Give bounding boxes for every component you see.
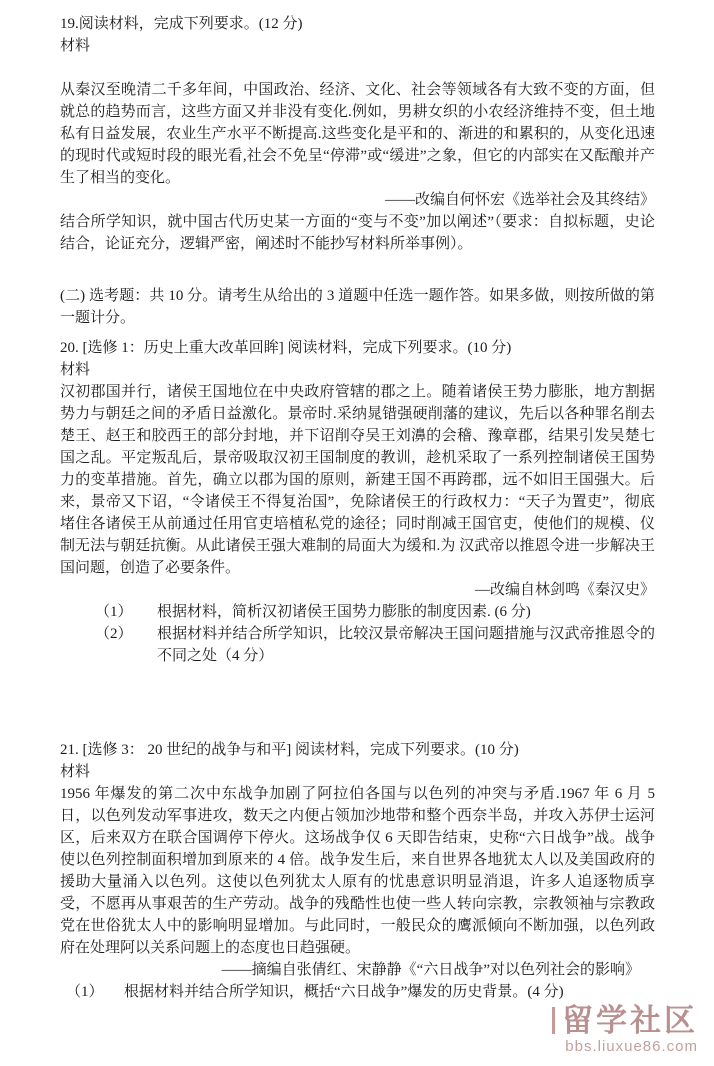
sub-question-text: 根据材料并结合所学知识，概括“六日战争”爆发的历史背景。(4 分) [124,984,564,1000]
watermark-site-name: 留学社区 [562,1002,698,1038]
question-20-material-label: 材料 [60,362,91,378]
sub-question-text: 根据材料，简析汉初诸侯王国势力膨胀的制度因素. (6 分) [157,604,531,620]
question-19-material-text: 从秦汉至晚清二千多年间，中国政治、经济、文化、社会等领域各有大致不变的方面，但就总的趋势而言，这些方面又并非没有变化.例如，男耕女织的小农经济维持不变，但土地私有日益发展，农业生产水平不断提高.这些变化是平和的、渐进的和累积的，从变化迅速的现时代或短时段的眼光看,社会不免呈“停滞”或“缓进”之象，但它的内部实在又酝酿并产生了相当的变化。 [60,82,655,186]
sub-question-number: （1） [66,984,104,1000]
watermark-site-url: bbs.liuxue86.com [565,1038,698,1055]
question-20-source: —改编自林剑鸣《秦汉史》 [474,582,655,598]
question-19-header: 19.阅读材料，完成下列要求。(12 分) [60,16,303,32]
site-watermark [552,1002,698,1058]
question-21-material-label: 材料 [60,764,91,780]
question-19-material-label: 材料 [60,38,91,54]
question-19-task: 结合所学知识，就中国古代历史某一方面的“变与不变”加以阐述”（要求：自拟标题，史论结合，论证充分，逻辑严密，阐述时不能抄写材料所举事例）。 [60,214,655,252]
question-21 [60,739,655,1003]
question-20-header: 20. [选修 1：历史上重大改革回眸] 阅读材料，完成下列要求。(10 分) [60,340,512,356]
question-21-header: 21. [选修 3： 20 世纪的战争与和平] 阅读材料，完成下列要求。(10 分) [60,742,519,758]
question-20 [60,337,655,667]
question-19-source: ——改编自何怀宏《选举社会及其终结》 [384,192,655,208]
question-20-sub-question-2 [95,623,655,667]
question-20-sub-question-1 [95,601,655,623]
sub-question-number: （1） [95,604,133,620]
sub-question-number: （2） [95,626,133,642]
question-21-source: ——摘编自张倩红、宋静静《“六日战争”对以色列社会的影响》 [221,962,640,978]
question-19 [60,13,655,255]
watermark-logo-bar [552,1007,555,1034]
sub-question-text: 根据材料并结合所学知识，比较汉景帝解决王国问题措施与汉武帝推恩令的不同之处（4 分） [157,626,655,664]
question-20-material-text: 汉初郡国并行，诸侯王国地位在中央政府管辖的郡之上。随着诸侯王势力膨胀，地方割据势力与朝廷之间的矛盾日益激化。景帝时.采纳晁错强硬削藩的建议，先后以各种罪名削去楚王、赵王和胶西王的部分封地，并下诏削夺吴王刘濞的会稽、豫章郡，结果引发吴楚七国之乱。平定叛乱后，景帝吸取汉初王国制度的教训，趁机采取了一系列控制诸侯王国势力的变革措施。首先，确立以郡为国的原则，新建王国不再跨郡，远不如旧王国强大。后来，景帝又下诏，“令诸侯王不得复治国”，免除诸侯王的行政权力：“天子为置吏”，彻底堵住各诸侯王从前通过任用官吏培植私党的途径；同时削减王国官吏，使他们的规模、仪制无法与朝廷抗衡。从此诸侯王强大难制的局面大为缓和.为 汉武帝以推恩令进一步解决王国问题，创造了必要条件。 [60,384,655,576]
question-21-material-text: 1956 年爆发的第二次中东战争加剧了阿拉伯各国与以色列的冲突与矛盾.1967 年 6 月 5 日，以色列发动军事进攻，数天之内便占领加沙地带和整个西奈半岛，并攻入苏伊士运河区，后来双方在联合国调停下停火。这场战争仅 6 天即告结束，史称“六日战争”战。战争使以色列控制面积增加到原来的 4 倍。战争发生后，来自世界各地犹太人以及美国政府的援助大量涌入以色列。这使以色列犹太人原有的忧患意识明显消退，许多人追逐物质享受，不愿再从事艰苦的生产劳动。战争的残酷性也使一些人转向宗教，宗教领袖与宗教政党在世俗犹太人中的影响明显增加。与此同时，一般民众的鹰派倾向不断加强，以色列政府在处理阿以关系问题上的态度也日趋强硬。 [60,786,655,956]
optional-section-note: (二) 选考题：共 10 分。请考生从给出的 3 道题中任选一题作答。如果多做，则按所做的第一题计分。 [60,288,655,326]
question-21-sub-question-1 [66,981,655,1003]
